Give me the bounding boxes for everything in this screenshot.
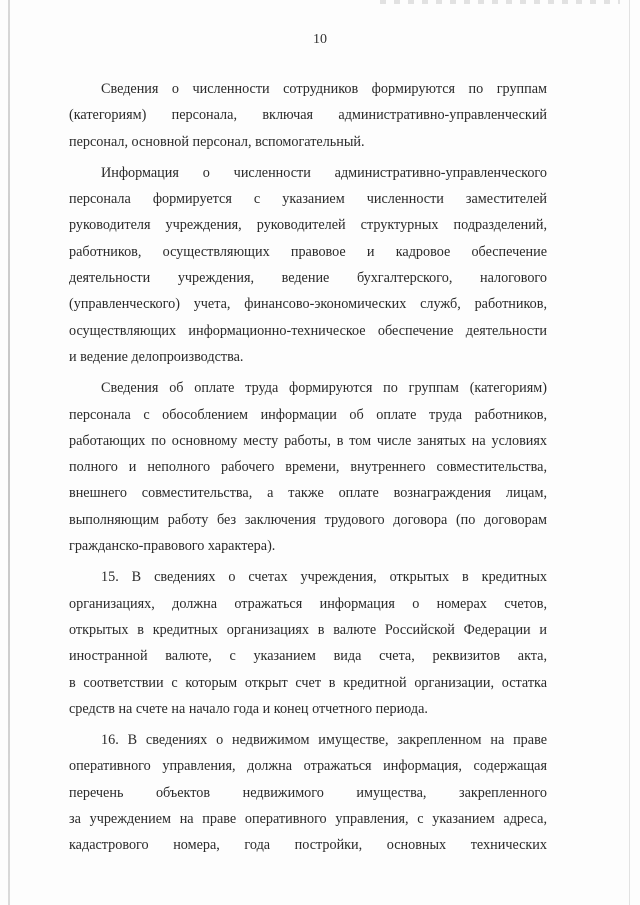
text-line: 15. В сведениях о счетах учреждения, открытых в кредитных: [101, 569, 547, 586]
text-line: внешнего совместительства, а также оплате вознаграждения лицам,: [69, 485, 547, 502]
text-line: перечень объектов недвижимого имущества, закрепленного: [69, 784, 547, 801]
text-line: Сведения об оплате труда формируются по группам (категориям): [101, 380, 547, 397]
scan-left-edge: [8, 0, 10, 905]
text-line: открытых в кредитных организациях в валюте Российской Федерации и: [69, 621, 547, 638]
text-line: работающих по основному месту работы, в том числе занятых на условиях: [69, 432, 547, 449]
text-line: иностранной валюте, с указанием вида счета, реквизитов акта,: [69, 648, 547, 665]
text-line: осуществляющих информационно-техническое обеспечение деятельности: [69, 322, 547, 339]
text-line: за учреждением на праве оперативного управления, с указанием адреса,: [69, 811, 547, 828]
text-line: гражданско-правового характера).: [69, 538, 276, 555]
scan-right-edge: [629, 0, 630, 905]
text-line: персонала с обособлением информации об оплате труда работников,: [69, 406, 547, 423]
text-line: деятельности учреждения, ведение бухгалтерского, налогового: [69, 270, 547, 287]
text-line: (категориям) персонала, включая административно-управленческий: [69, 107, 547, 124]
text-line: кадастрового номера, года постройки, основных технических: [69, 837, 547, 854]
text-line: работников, осуществляющих правовое и кадровое обеспечение: [69, 243, 547, 260]
text-line: руководителя учреждения, руководителей структурных подразделений,: [69, 217, 547, 234]
text-line: в соответствии с которым открыт счет в кредитной организации, остатка: [69, 674, 547, 691]
paragraph-5: [69, 727, 547, 858]
text-line: полного и неполного рабочего времени, внутреннего совместительства,: [69, 459, 547, 476]
paragraph-1: [69, 76, 547, 155]
document-body: [69, 76, 547, 864]
text-line: (управленческого) учета, финансово-экономических служб, работников,: [69, 296, 547, 313]
text-line: и ведение делопроизводства.: [69, 348, 244, 365]
page-number: 10: [313, 32, 327, 47]
text-line: выполняющим работу без заключения трудового договора (по договорам: [69, 511, 547, 528]
text-line: Информация о численности административно-управленческого: [101, 164, 547, 181]
text-line: организациях, должна отражаться информация о номерах счетов,: [69, 595, 547, 612]
text-line: Сведения о численности сотрудников формируются по группам: [101, 81, 547, 97]
paragraph-4: [69, 564, 547, 722]
text-line: персонала формируется с указанием численности заместителей: [69, 191, 547, 208]
text-line: средств на счете на начало года и конец отчетного периода.: [69, 700, 428, 717]
text-line: персонал, основной персонал, вспомогательный.: [69, 133, 365, 150]
text-line: оперативного управления, должна отражаться информация, содержащая: [69, 758, 547, 775]
paragraph-2: [69, 160, 547, 370]
text-line: 16. В сведениях о недвижимом имуществе, закрепленном на праве: [101, 732, 547, 749]
paragraph-3: [69, 375, 547, 559]
scan-top-marks: [380, 0, 620, 4]
